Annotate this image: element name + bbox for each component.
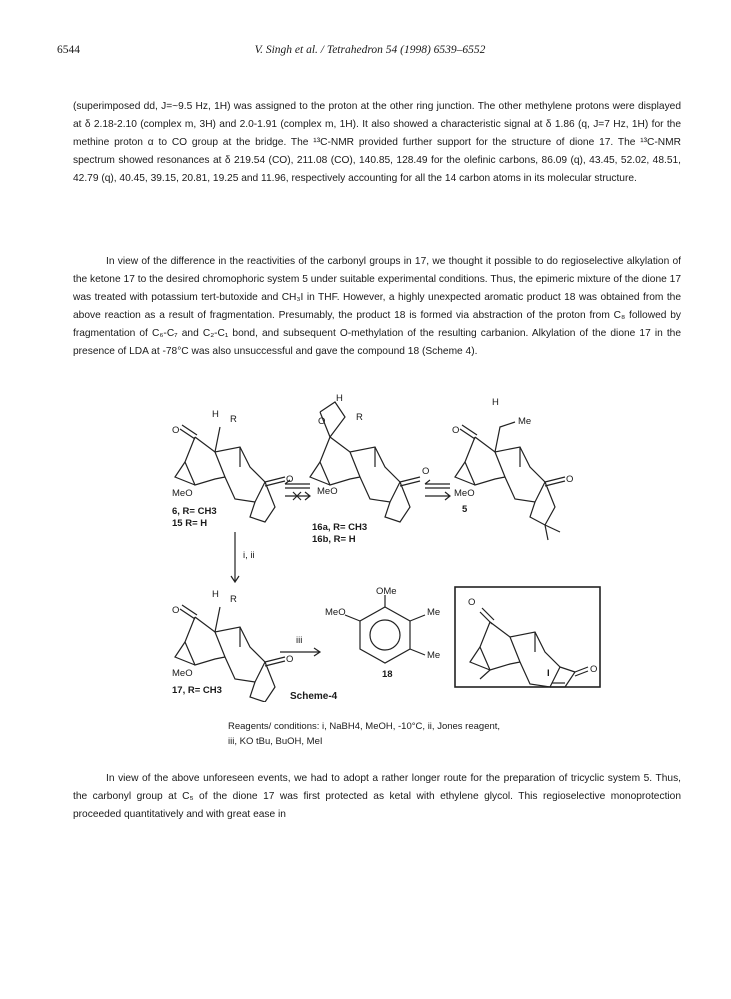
retro-arrows-2 [425, 480, 450, 500]
label-meo-17: MeO [172, 668, 193, 679]
label-o-6: O [172, 425, 180, 436]
label-o2-17: O [286, 654, 294, 665]
label-r-17: R [230, 594, 237, 605]
reagents-line-2: iii, KO tBu, BuOH, MeI [228, 736, 323, 747]
paragraph-1: (superimposed dd, J=~9.5 Hz, 1H) was assigned to the proton at the other ring junction. The other methylene protons were displayed at δ 2.18-2.10 (complex m, 3H) and 2.0-1.91 (complex m, 1H). It also showed a characteristic signal at δ 1.86 (q, J=7 Hz, 1H) for the methine proton α to CO group at the bridge. The ¹³C-NMR provided further support for the structure of dione 17. The ¹³C-NMR spectrum showed resonances at δ 219.54 (CO), 211.08 (CO), 140.85, 128.49 for the olefinic carbons, 86.09 (q), 43.45, 52.02, 48.51, 42.79 (q), 40.45, 39.15, 20.81, 19.25 and 11.96, respectively accounting for all the 14 carbon atoms in its molecular structure. [73, 101, 681, 185]
label-arrow-i-ii: i, ii [243, 550, 255, 561]
label-h-16: H [336, 393, 343, 404]
structure-I-box [455, 587, 600, 687]
reagents-caption [228, 719, 500, 749]
structure-18 [345, 595, 425, 663]
label-I-number: I [547, 668, 550, 679]
paragraph-3: In view of the above unforeseen events, we had to adopt a rather longer route for the preparation of tricyclic system 5. Thus, the carbonyl group at C₅ of the dione 17 was first protected as ketal with ethylene glycol. This regioselective monoprotection proceeded quantitatively and with great ease in [73, 773, 681, 821]
label-h-5: H [492, 397, 499, 408]
label-o-16: O [318, 416, 326, 427]
page-header [57, 44, 683, 60]
scheme-title: Scheme-4 [290, 691, 338, 702]
page-number: 6544 [57, 44, 80, 56]
label-h-17: H [212, 589, 219, 600]
label-meo-16: MeO [317, 486, 338, 497]
label-18-number: 18 [382, 669, 393, 680]
structure-16 [310, 402, 420, 522]
label-6-line1: 6, R= CH3 [172, 506, 217, 517]
label-me2-18: Me [427, 650, 441, 661]
label-meo-18: MeO [325, 607, 346, 618]
label-r-16: R [356, 412, 363, 423]
label-o-I: O [468, 597, 476, 608]
label-h-6: H [212, 409, 219, 420]
down-arrow [231, 532, 239, 582]
structure-I [470, 608, 588, 687]
label-o-5: O [452, 425, 460, 436]
scheme-4 [150, 392, 620, 702]
label-o2-5: O [566, 474, 574, 485]
label-6-line2: 15 R= H [172, 518, 208, 529]
label-arrow-iii: iii [296, 635, 303, 646]
structure-5 [455, 422, 565, 540]
paragraph-2: In view of the difference in the reactivities of the carbonyl groups in 17, we thought it possible to do regioselective alkylation of the ketone 17 to the desired chromophoric system 5 under suitable experimental conditions. Thus, the epimeric mixture of the dione 17 was treated with potassium tert-butoxide and CH₃I in THF. However, a highly unexpected aromatic product 18 was obtained from the above reaction as a result of fragmentation. Presumably, the product 18 is formed via abstraction of the proton from C₈ followed by fragmentation of C₆-C₇ and C₂-C₁ bond, and subsequent O-methylation of the resulting carbanion. Alkylation of the dione 17 in the presence of LDA at -78°C was also unsuccessful and gave the compound 18 (Scheme 4). [73, 256, 681, 358]
label-17-line1: 17, R= CH3 [172, 685, 222, 696]
label-o2-16: O [422, 466, 430, 477]
label-5-number: 5 [462, 504, 468, 515]
label-me1-18: Me [427, 607, 441, 618]
label-16-line2: 16b, R= H [312, 534, 356, 545]
label-r-6: R [230, 414, 237, 425]
label-meo-5: MeO [454, 488, 475, 499]
running-head: V. Singh et al. / Tetrahedron 54 (1998) 6539–6552 [254, 44, 486, 56]
label-meo-6: MeO [172, 488, 193, 499]
label-o2-6: O [286, 474, 294, 485]
label-me-5: Me [518, 416, 532, 427]
label-16-line1: 16a, R= CH3 [312, 522, 368, 533]
label-ome-18: OMe [376, 586, 397, 597]
scheme-drawing [150, 392, 620, 702]
reagents-line-1: Reagents/ conditions: i, NaBH4, MeOH, -10°C, ii, Jones reagent, [228, 721, 501, 732]
label-o-17: O [172, 605, 180, 616]
label-o2-I: O [590, 664, 598, 675]
